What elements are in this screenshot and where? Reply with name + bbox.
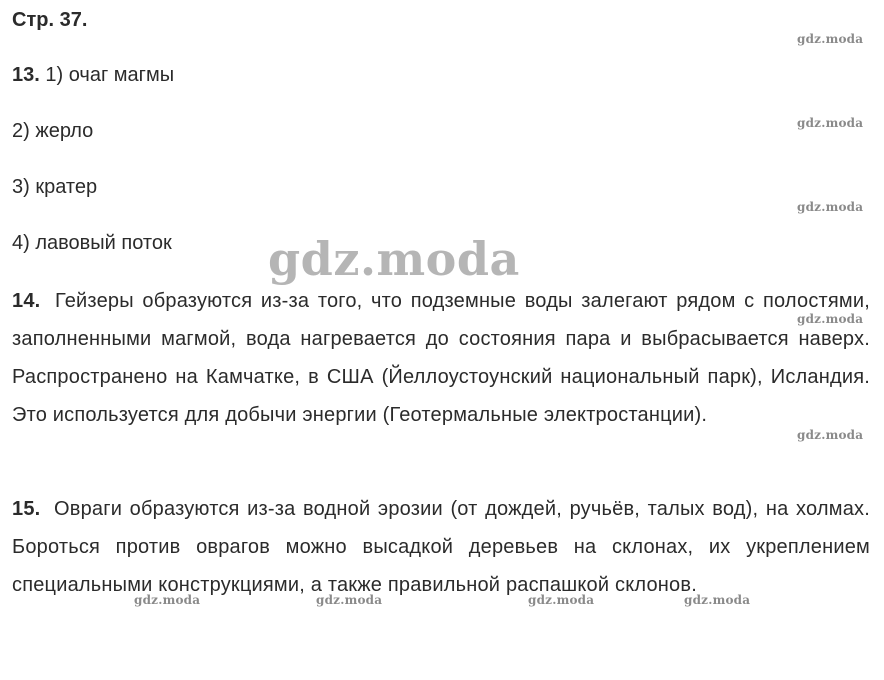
answer-13-item-2: 2) жерло <box>12 120 94 142</box>
page-label: Стр. 37. <box>12 9 88 31</box>
answer-13-item-1 <box>12 63 174 87</box>
watermark-large: gdz.moda <box>268 232 520 286</box>
watermark-small: gdz.moda <box>528 593 595 607</box>
watermark-small: gdz.moda <box>797 32 864 46</box>
answer-14-number: 14. <box>12 290 41 312</box>
answer-14-text: Гейзеры образуются из-за того, что подземные воды залегают рядом с полостями, заполненными магмой, вода нагревается до состояния пара и выбрасывается наверх. Распространено на Камчатке, в США (Йеллоустоунский национальный парк), Исландия. Это используется для добычи энергии (Геотермальные электростанции). <box>12 290 870 426</box>
answer-13-number: 13. <box>12 64 40 86</box>
answer-15 <box>12 490 870 604</box>
answer-13-item-4: 4) лавовый поток <box>12 232 172 254</box>
watermark-small: gdz.moda <box>797 312 864 326</box>
answer-15-number: 15. <box>12 498 41 520</box>
watermark-small: gdz.moda <box>134 593 201 607</box>
watermark-small: gdz.moda <box>797 116 864 130</box>
answer-14 <box>12 282 870 434</box>
answer-13-item-3: 3) кратер <box>12 176 98 198</box>
watermark-small: gdz.moda <box>797 200 864 214</box>
answer-13-item-1-text: 1) очаг магмы <box>45 64 175 86</box>
watermark-small: gdz.moda <box>316 593 383 607</box>
watermark-small: gdz.moda <box>684 593 751 607</box>
watermark-small: gdz.moda <box>797 428 864 442</box>
answer-15-text: Овраги образуются из-за водной эрозии (от дождей, ручьёв, талых вод), на холмах. Бороться против оврагов можно высадкой деревьев на склонах, их укреплением специальными конструкциями, а также правильной распашкой склонов. <box>12 498 870 596</box>
